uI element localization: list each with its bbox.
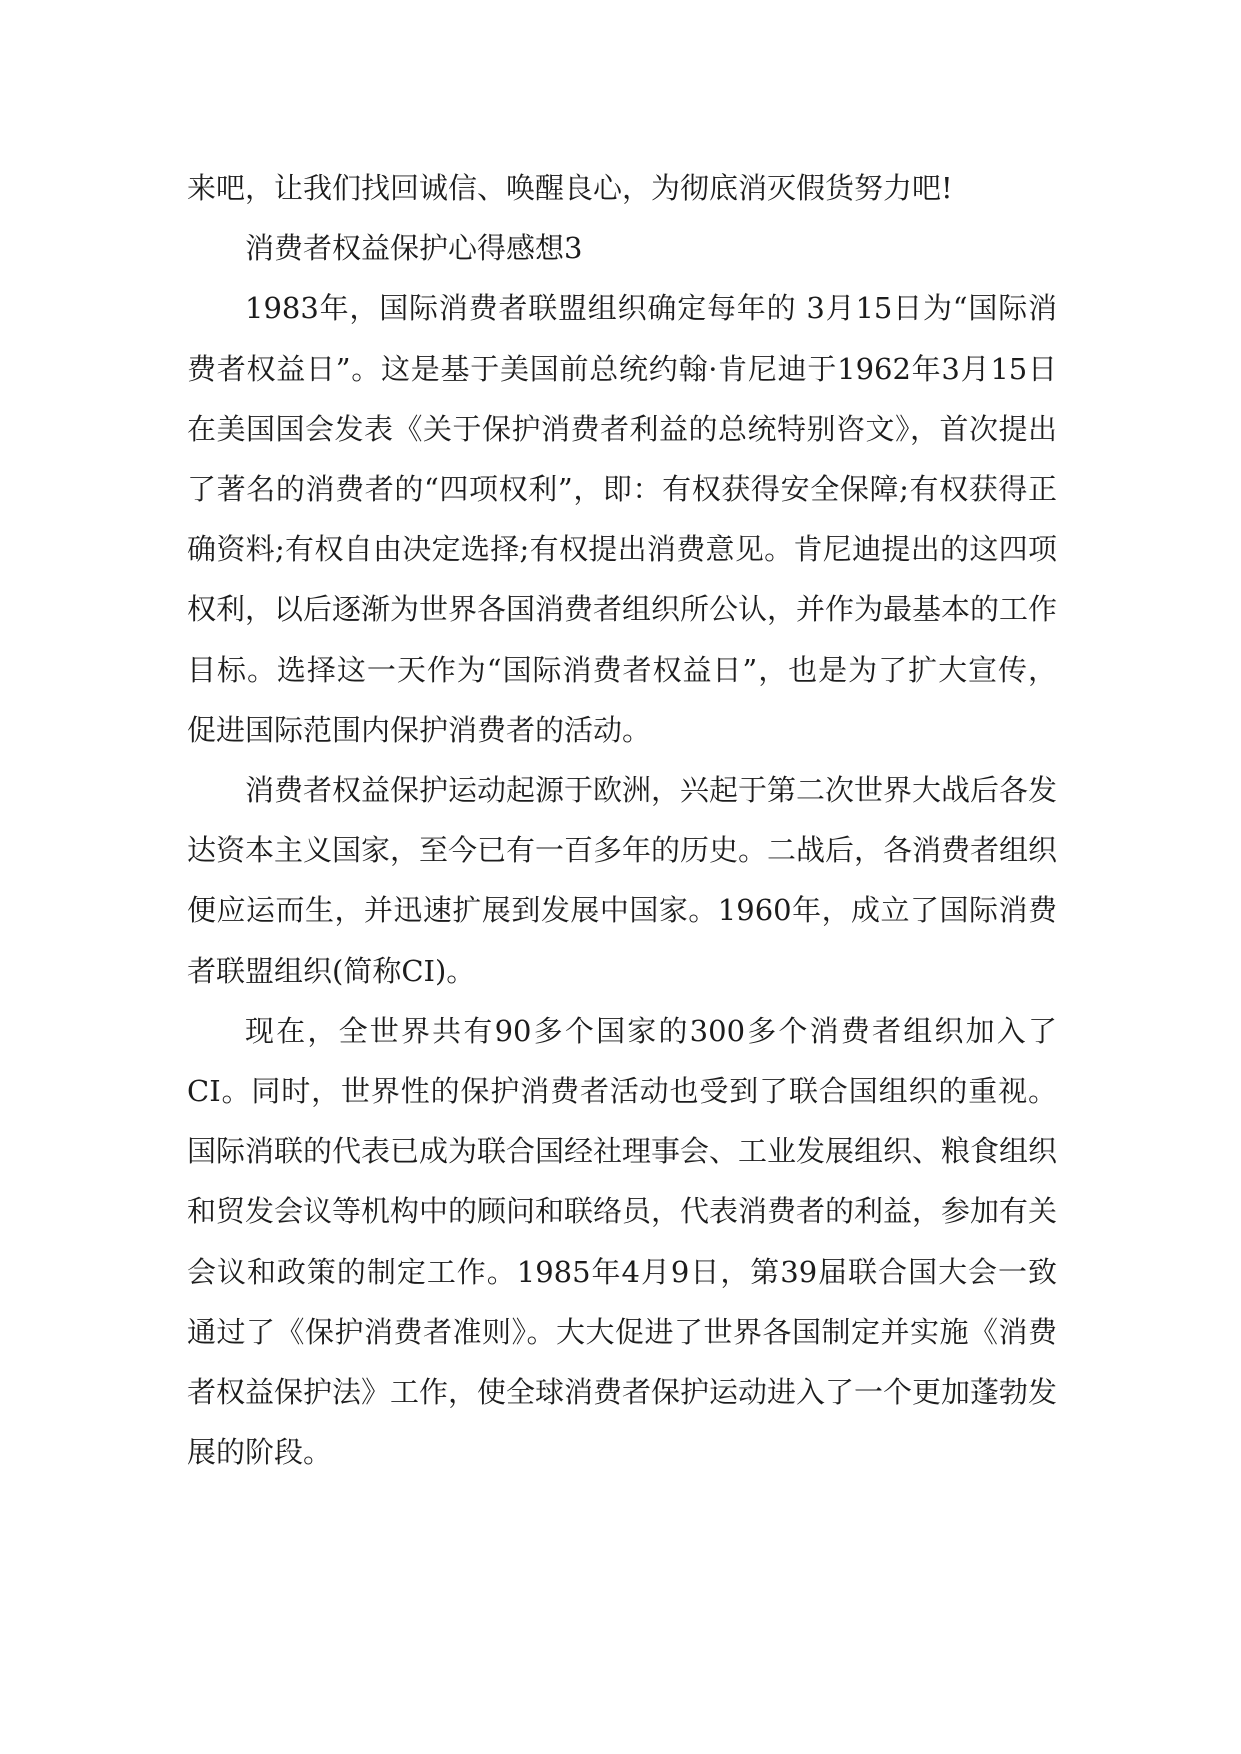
section-heading: 消费者权益保护心得感想3 [245, 231, 583, 266]
paragraph-closing-line: 来吧，让我们找回诚信、唤醒良心，为彻底消灭假货努力吧! [187, 171, 953, 205]
document-body [187, 158, 1057, 1482]
paragraph-ci-membership: 现在，全世界共有90多个国家的300多个消费者组织加入了CI。同时，世界性的保护消费者活动也受到了联合国组织的重视。国际消联的代表已成为联合国经社理事会、工业发展组织、粮食组织和贸发会议等机构中的顾问和联络员，代表消费者的利益，参加有关会议和政策的制定工作。1985年4月9日，第39届联合国大会一致通过了《保护消费者准则》。大大促进了世界各国制定并实施《消费者权益保护法》工作，使全球消费者保护运动进入了一个更加蓬勃发展的阶段。 [187, 1013, 1058, 1470]
paragraph-consumer-rights-day: 1983年，国际消费者联盟组织确定每年的 3月15日为“国际消费者权益日”。这是基于美国前总统约翰·肯尼迪于1962年3月15日在美国国会发表《关于保护消费者利益的总统特别咨文》，首次提出了著名的消费者的“四项权利”，即：有权获得安全保障;有权获得正确资料;有权自由决定选择;有权提出消费意见。肯尼迪提出的这四项权利，以后逐渐为世界各国消费者组织所公认，并作为最基本的工作目标。选择这一天作为“国际消费者权益日”，也是为了扩大宣传，促进国际范围内保护消费者的活动。 [187, 291, 1058, 747]
paragraph-movement-origin: 消费者权益保护运动起源于欧洲，兴起于第二次世界大战后各发达资本主义国家，至今已有一百多年的历史。二战后，各消费者组织便应运而生，并迅速扩展到发展中国家。1960年，成立了国际消费者联盟组织(简称CI)。 [187, 773, 1058, 988]
